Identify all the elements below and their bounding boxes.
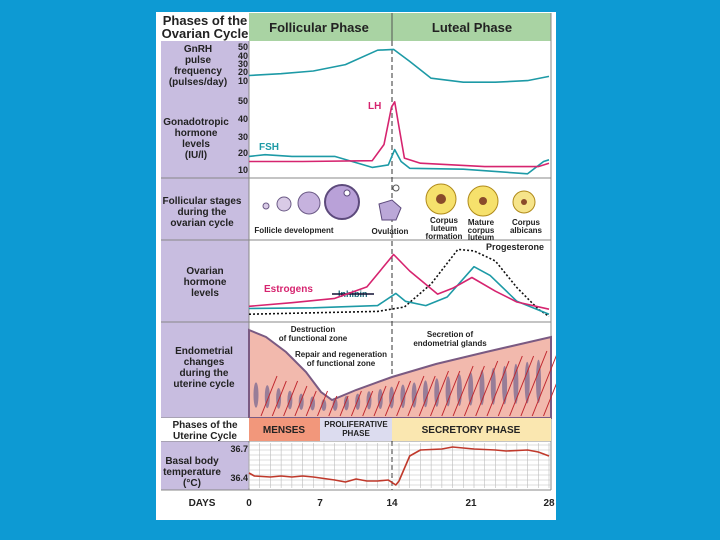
bbt-tick-high: 36.7 <box>230 444 248 454</box>
svg-text:corpus: corpus <box>467 226 495 235</box>
svg-text:GnRH: GnRH <box>183 44 213 55</box>
fsh-label: FSH <box>259 142 279 153</box>
svg-text:50: 50 <box>237 96 248 106</box>
svg-text:Basal body: Basal body <box>165 456 219 467</box>
svg-text:Corpus: Corpus <box>512 218 540 227</box>
svg-text:40: 40 <box>237 114 248 124</box>
svg-text:formation: formation <box>425 232 463 241</box>
svg-text:ovarian cycle: ovarian cycle <box>170 218 234 229</box>
svg-text:20: 20 <box>237 148 248 158</box>
lh-label: LH <box>368 101 382 112</box>
svg-text:albicans: albicans <box>509 226 543 235</box>
svg-text:temperature: temperature <box>163 467 221 478</box>
svg-text:Destruction: Destruction <box>290 325 336 334</box>
days-label: DAYS <box>188 498 216 509</box>
gnrh-ticks <box>238 42 248 86</box>
svg-text:20: 20 <box>237 67 248 77</box>
svg-text:14: 14 <box>386 498 398 509</box>
svg-text:30: 30 <box>237 59 248 69</box>
secretory-label: SECRETORY PHASE <box>421 425 521 436</box>
gland <box>344 396 349 410</box>
caption-corpus-albicans <box>510 218 543 235</box>
gland <box>513 364 518 404</box>
svg-text:7: 7 <box>317 498 323 509</box>
svg-text:during the: during the <box>179 368 229 379</box>
svg-text:hormone: hormone <box>174 128 218 139</box>
uterine-phase-label-2: Uterine Cycle <box>173 431 237 442</box>
progesterone-label: Progesterone <box>485 242 544 252</box>
gland <box>254 382 259 407</box>
svg-text:Endometrial: Endometrial <box>175 346 233 357</box>
luteal-phase-header: Luteal Phase <box>431 20 513 35</box>
menses-label: MENSES <box>262 425 306 436</box>
ovarian-uterine-cycle-diagram <box>156 12 556 520</box>
endometrial-label <box>173 346 235 390</box>
svg-text:levels: levels <box>191 288 219 299</box>
estrogens-label: Estrogens <box>264 284 313 295</box>
svg-text:40: 40 <box>237 51 248 61</box>
proliferative-label-2: PHASE <box>342 429 370 438</box>
svg-text:pulse: pulse <box>184 55 212 66</box>
caption-mature-corpus-luteum <box>468 218 495 242</box>
svg-text:21: 21 <box>465 498 477 509</box>
uterine-phase-label-1: Phases of the <box>172 420 238 431</box>
svg-text:frequency: frequency <box>174 66 222 77</box>
svg-text:Corpus: Corpus <box>430 216 458 225</box>
svg-text:during the: during the <box>177 207 227 218</box>
svg-text:Mature: Mature <box>467 218 495 227</box>
svg-text:28: 28 <box>543 498 555 509</box>
bbt-tick-low: 36.4 <box>230 473 248 483</box>
svg-text:levels: levels <box>182 139 210 150</box>
caption-ovulation: Ovulation <box>371 227 409 236</box>
svg-text:(°C): (°C) <box>183 478 201 489</box>
repair-caption <box>295 350 387 368</box>
svg-text:0: 0 <box>246 498 252 509</box>
svg-text:uterine cycle: uterine cycle <box>173 379 235 390</box>
svg-text:(pulses/day): (pulses/day) <box>168 77 228 88</box>
svg-text:Gonadotropic: Gonadotropic <box>163 117 229 128</box>
corner-line1: Phases of the <box>162 13 248 28</box>
proliferative-label-1: PROLIFERATIVE <box>324 420 388 429</box>
corner-line2: Ovarian Cycle <box>161 26 249 41</box>
svg-text:10: 10 <box>237 165 248 175</box>
follicular-phase-header: Follicular Phase <box>269 20 369 35</box>
svg-text:endometrial glands: endometrial glands <box>413 339 487 348</box>
caption-follicle-development: Follicle development <box>254 226 334 235</box>
gland <box>446 376 451 406</box>
inhibin-label: Inhibin <box>338 289 368 299</box>
svg-text:of functional zone: of functional zone <box>278 334 348 343</box>
svg-text:luteum: luteum <box>467 233 495 242</box>
svg-text:30: 30 <box>237 132 248 142</box>
gland <box>423 380 428 407</box>
svg-text:50: 50 <box>237 42 248 52</box>
svg-text:changes: changes <box>183 357 225 368</box>
svg-text:Follicular stages: Follicular stages <box>162 196 242 207</box>
caption-corpus-luteum-formation <box>426 216 463 241</box>
svg-text:Repair and regeneration: Repair and regeneration <box>294 350 388 359</box>
svg-text:10: 10 <box>237 76 248 86</box>
svg-text:of functional zone: of functional zone <box>306 359 376 368</box>
gland <box>434 378 439 407</box>
svg-text:(IU/l): (IU/l) <box>184 150 208 161</box>
svg-text:hormone: hormone <box>183 277 227 288</box>
svg-text:Secretion of: Secretion of <box>426 330 474 339</box>
svg-text:luteum: luteum <box>430 224 458 233</box>
svg-text:Ovarian: Ovarian <box>186 266 224 277</box>
